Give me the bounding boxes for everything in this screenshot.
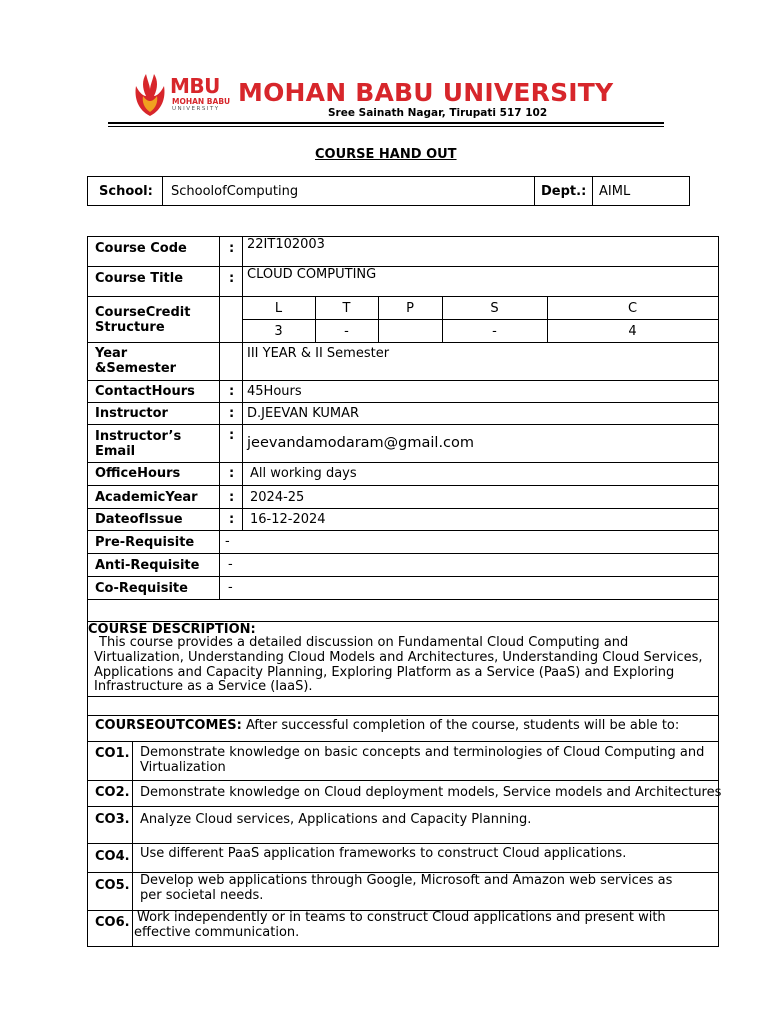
colon: :: [229, 490, 235, 505]
school-table: [87, 176, 690, 206]
colon: :: [229, 512, 235, 527]
document-title: COURSE HAND OUT: [315, 147, 457, 162]
academic-year-value: 2024-25: [250, 490, 305, 505]
academic-year-label: AcademicYear: [95, 490, 198, 505]
corequisite-label: Co-Requisite: [95, 581, 188, 596]
credit-value-c: 4: [628, 324, 637, 339]
contact-hours-value: 45Hours: [247, 384, 302, 399]
co-text-line: Develop web applications through Google, Microsoft and Amazon web services as: [140, 873, 673, 888]
header-rule-thin: [108, 126, 664, 127]
year-label-line: Year: [95, 346, 128, 361]
university-logo: [132, 72, 232, 120]
credit-value-l: 3: [274, 324, 283, 339]
outcomes-heading-row: [95, 718, 679, 733]
instructor-label: Instructor: [95, 406, 168, 421]
logo-subtext: MOHAN BABU: [172, 97, 231, 106]
co-text: [140, 785, 721, 800]
date-of-issue-label: DateofIssue: [95, 512, 183, 527]
course-code-label: Course Code: [95, 241, 187, 256]
co-text-line: Demonstrate knowledge on basic concepts and terminologies of Cloud Computing and: [140, 745, 705, 760]
colon: :: [229, 406, 235, 421]
school-label: School:: [99, 184, 153, 199]
year-label: [95, 346, 176, 376]
credit-value-t: -: [344, 324, 349, 339]
course-title-label: Course Title: [95, 271, 184, 286]
credit-header-c: C: [627, 301, 638, 316]
co-code: CO5.: [95, 878, 130, 893]
co-text: [140, 846, 626, 861]
co-code: CO1.: [95, 746, 130, 761]
colon: :: [229, 466, 235, 481]
description-heading: COURSE DESCRIPTION:: [88, 622, 256, 637]
co-text-line: Analyze Cloud services, Applications and Capacity Planning.: [140, 812, 532, 827]
colon: :: [229, 271, 235, 286]
email-label-line: Email: [95, 444, 136, 459]
corequisite-value: -: [228, 580, 233, 595]
co-text-line: Demonstrate knowledge on Cloud deployment models, Service models and Architectures: [140, 785, 722, 800]
credit-value-s: -: [492, 324, 497, 339]
credit-header-t: T: [342, 301, 351, 316]
co-code: CO2.: [95, 785, 130, 800]
colon: :: [229, 241, 235, 256]
co-text: [140, 812, 531, 827]
outcomes-heading: COURSEOUTCOMES:: [95, 718, 242, 733]
office-hours-label: OfficeHours: [95, 466, 181, 481]
instructor-value: D.JEEVAN KUMAR: [247, 406, 360, 421]
credit-label-line: Structure: [95, 320, 165, 335]
credit-label-line: CourseCredit: [95, 305, 191, 320]
credit-header-l: L: [274, 301, 283, 316]
date-of-issue-value: 16-12-2024: [250, 512, 326, 527]
description-body: [94, 636, 703, 695]
co-text: [140, 746, 704, 775]
outcomes-intro: After successful completion of the course, students will be able to:: [246, 718, 680, 733]
prerequisite-value: -: [225, 534, 230, 549]
prerequisite-label: Pre-Requisite: [95, 535, 195, 550]
co-code: CO3.: [95, 812, 130, 827]
phoenix-emblem-icon: [132, 72, 168, 118]
year-value: III YEAR & II Semester: [247, 346, 390, 361]
logo-text: MBU: [170, 74, 220, 98]
description-line: Infrastructure as a Service (IaaS).: [94, 679, 313, 695]
office-hours-value: All working days: [250, 466, 357, 481]
description-line: This course provides a detailed discussion on Fundamental Cloud Computing and: [99, 635, 629, 650]
colon: :: [229, 428, 235, 443]
co-code: CO4.: [95, 849, 130, 864]
email-label-line: Instructor’s: [95, 429, 182, 444]
co-text-line: effective communication.: [134, 924, 300, 940]
header-rule: [108, 122, 664, 124]
co-text-line: Virtualization: [140, 759, 226, 775]
antirequisite-label: Anti-Requisite: [95, 558, 200, 573]
year-label-line: &Semester: [95, 361, 177, 376]
contact-hours-label: ContactHours: [95, 384, 195, 399]
dept-value: AIML: [599, 184, 631, 199]
antirequisite-value: -: [228, 557, 233, 572]
course-code-value: 22IT102003: [247, 237, 325, 252]
co-text: [134, 911, 666, 940]
credit-header-p: P: [406, 301, 414, 316]
school-value: SchoolofComputing: [171, 184, 299, 199]
dept-label: Dept.:: [541, 184, 587, 199]
university-name: MOHAN BABU UNIVERSITY: [238, 78, 614, 107]
logo-subtext-2: UNIVERSITY: [172, 106, 220, 112]
email-label: [95, 429, 181, 459]
credit-header-s: S: [490, 301, 499, 316]
co-code: CO6.: [95, 915, 130, 930]
description-line: Virtualization, Understanding Cloud Models and Architectures, Understanding Cloud Services,: [94, 649, 703, 665]
co-text: [140, 874, 672, 903]
co-text-line: per societal needs.: [140, 887, 264, 903]
colon: :: [229, 384, 235, 399]
university-address: Sree Sainath Nagar, Tirupati 517 102: [328, 107, 548, 119]
co-text-line: Use different PaaS application frameworks to construct Cloud applications.: [140, 846, 627, 861]
co-text-line: Work independently or in teams to construct Cloud applications and present with: [137, 910, 666, 925]
description-line: Applications and Capacity Planning, Exploring Platform as a Service (PaaS) and Exploring: [94, 664, 675, 680]
credit-label: [95, 305, 190, 335]
email-value[interactable]: jeevandamodaram@gmail.com: [247, 435, 475, 451]
course-title-value: CLOUD COMPUTING: [247, 267, 377, 282]
